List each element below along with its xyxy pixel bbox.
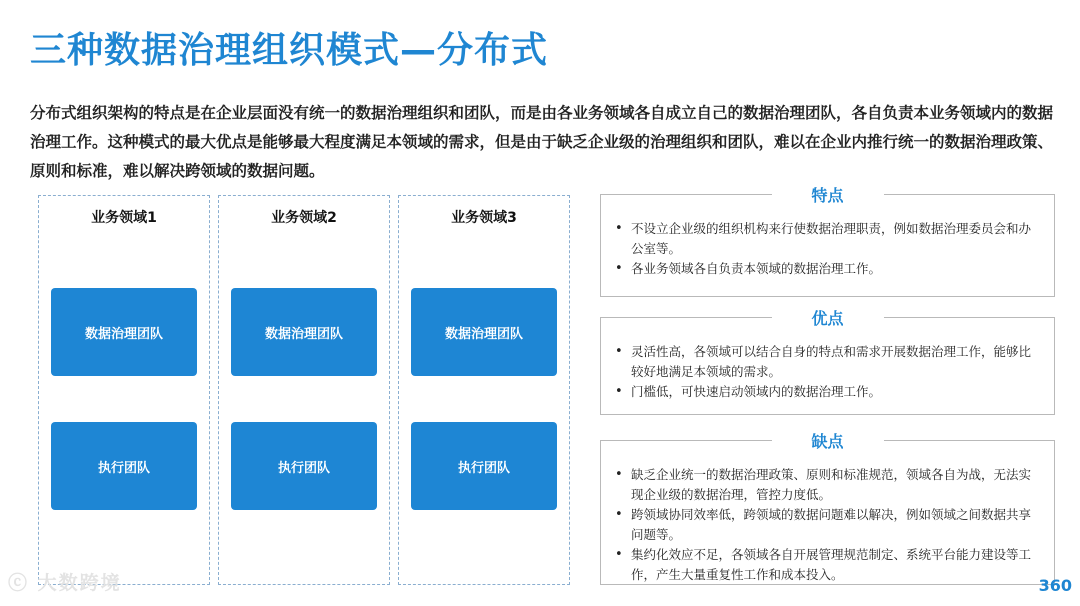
execution-team-box: 执行团队 (231, 422, 377, 510)
disadvantages-item: • 跨领域协同效率低，跨领域的数据问题难以解决，例如领域之间数据共享问题等。 (613, 505, 1042, 545)
features-heading: 特点 (771, 183, 883, 206)
advantages-heading: 优点 (771, 306, 883, 329)
disadvantages-panel (600, 432, 1055, 585)
domain-title: 业务领域3 (451, 210, 517, 226)
page-number: 360 (1038, 576, 1072, 595)
governance-team-box: 数据治理团队 (51, 288, 197, 376)
domain-title: 业务领域2 (271, 210, 337, 226)
disadvantages-item: • 缺乏企业统一的数据治理政策、原则和标准规范，领域各自为战，无法实现企业级的数据治理，管控力度低。 (613, 465, 1042, 505)
page-title: 三种数据治理组织模式—分布式 (30, 30, 549, 71)
advantages-item: • 灵活性高，各领域可以结合自身的特点和需求开展数据治理工作，能够比较好地满足本领域的需求。 (613, 342, 1042, 382)
disadvantages-item: • 集约化效应不足，各领域各自开展管理规范制定、系统平台能力建设等工作，产生大量重复性工作和成本投入。 (613, 545, 1042, 585)
domain-column-1 (38, 195, 210, 585)
domain-column-3 (398, 195, 570, 585)
domain-title: 业务领域1 (91, 210, 157, 226)
execution-team-box: 执行团队 (411, 422, 557, 510)
features-item: • 不设立企业级的组织机构来行使数据治理职责，例如数据治理委员会和办公室等。 (613, 219, 1042, 259)
intro-paragraph: 分布式组织架构的特点是在企业层面没有统一的数据治理组织和团队，而是由各业务领域各自成立自己的数据治理团队，各自负责本业务领域内的数据治理工作。这种模式的最大优点是能够最大程度满足本领域的需求，但是由于缺乏企业级的治理组织和团队，难以在企业内推行统一的数据治理政策、原则和标准，难以解决跨领域的数据问题。 (30, 104, 1054, 180)
advantages-item: • 门槛低，可快速启动领域内的数据治理工作。 (613, 382, 1042, 402)
features-panel (600, 186, 1055, 297)
governance-team-box: 数据治理团队 (411, 288, 557, 376)
disadvantages-heading: 缺点 (771, 429, 883, 452)
governance-team-box: 数据治理团队 (231, 288, 377, 376)
features-item: • 各业务领域各自负责本领域的数据治理工作。 (613, 259, 1042, 279)
domain-column-2 (218, 195, 390, 585)
advantages-panel (600, 309, 1055, 415)
execution-team-box: 执行团队 (51, 422, 197, 510)
watermark-logo: ⓒ 大数跨境 (8, 572, 122, 594)
